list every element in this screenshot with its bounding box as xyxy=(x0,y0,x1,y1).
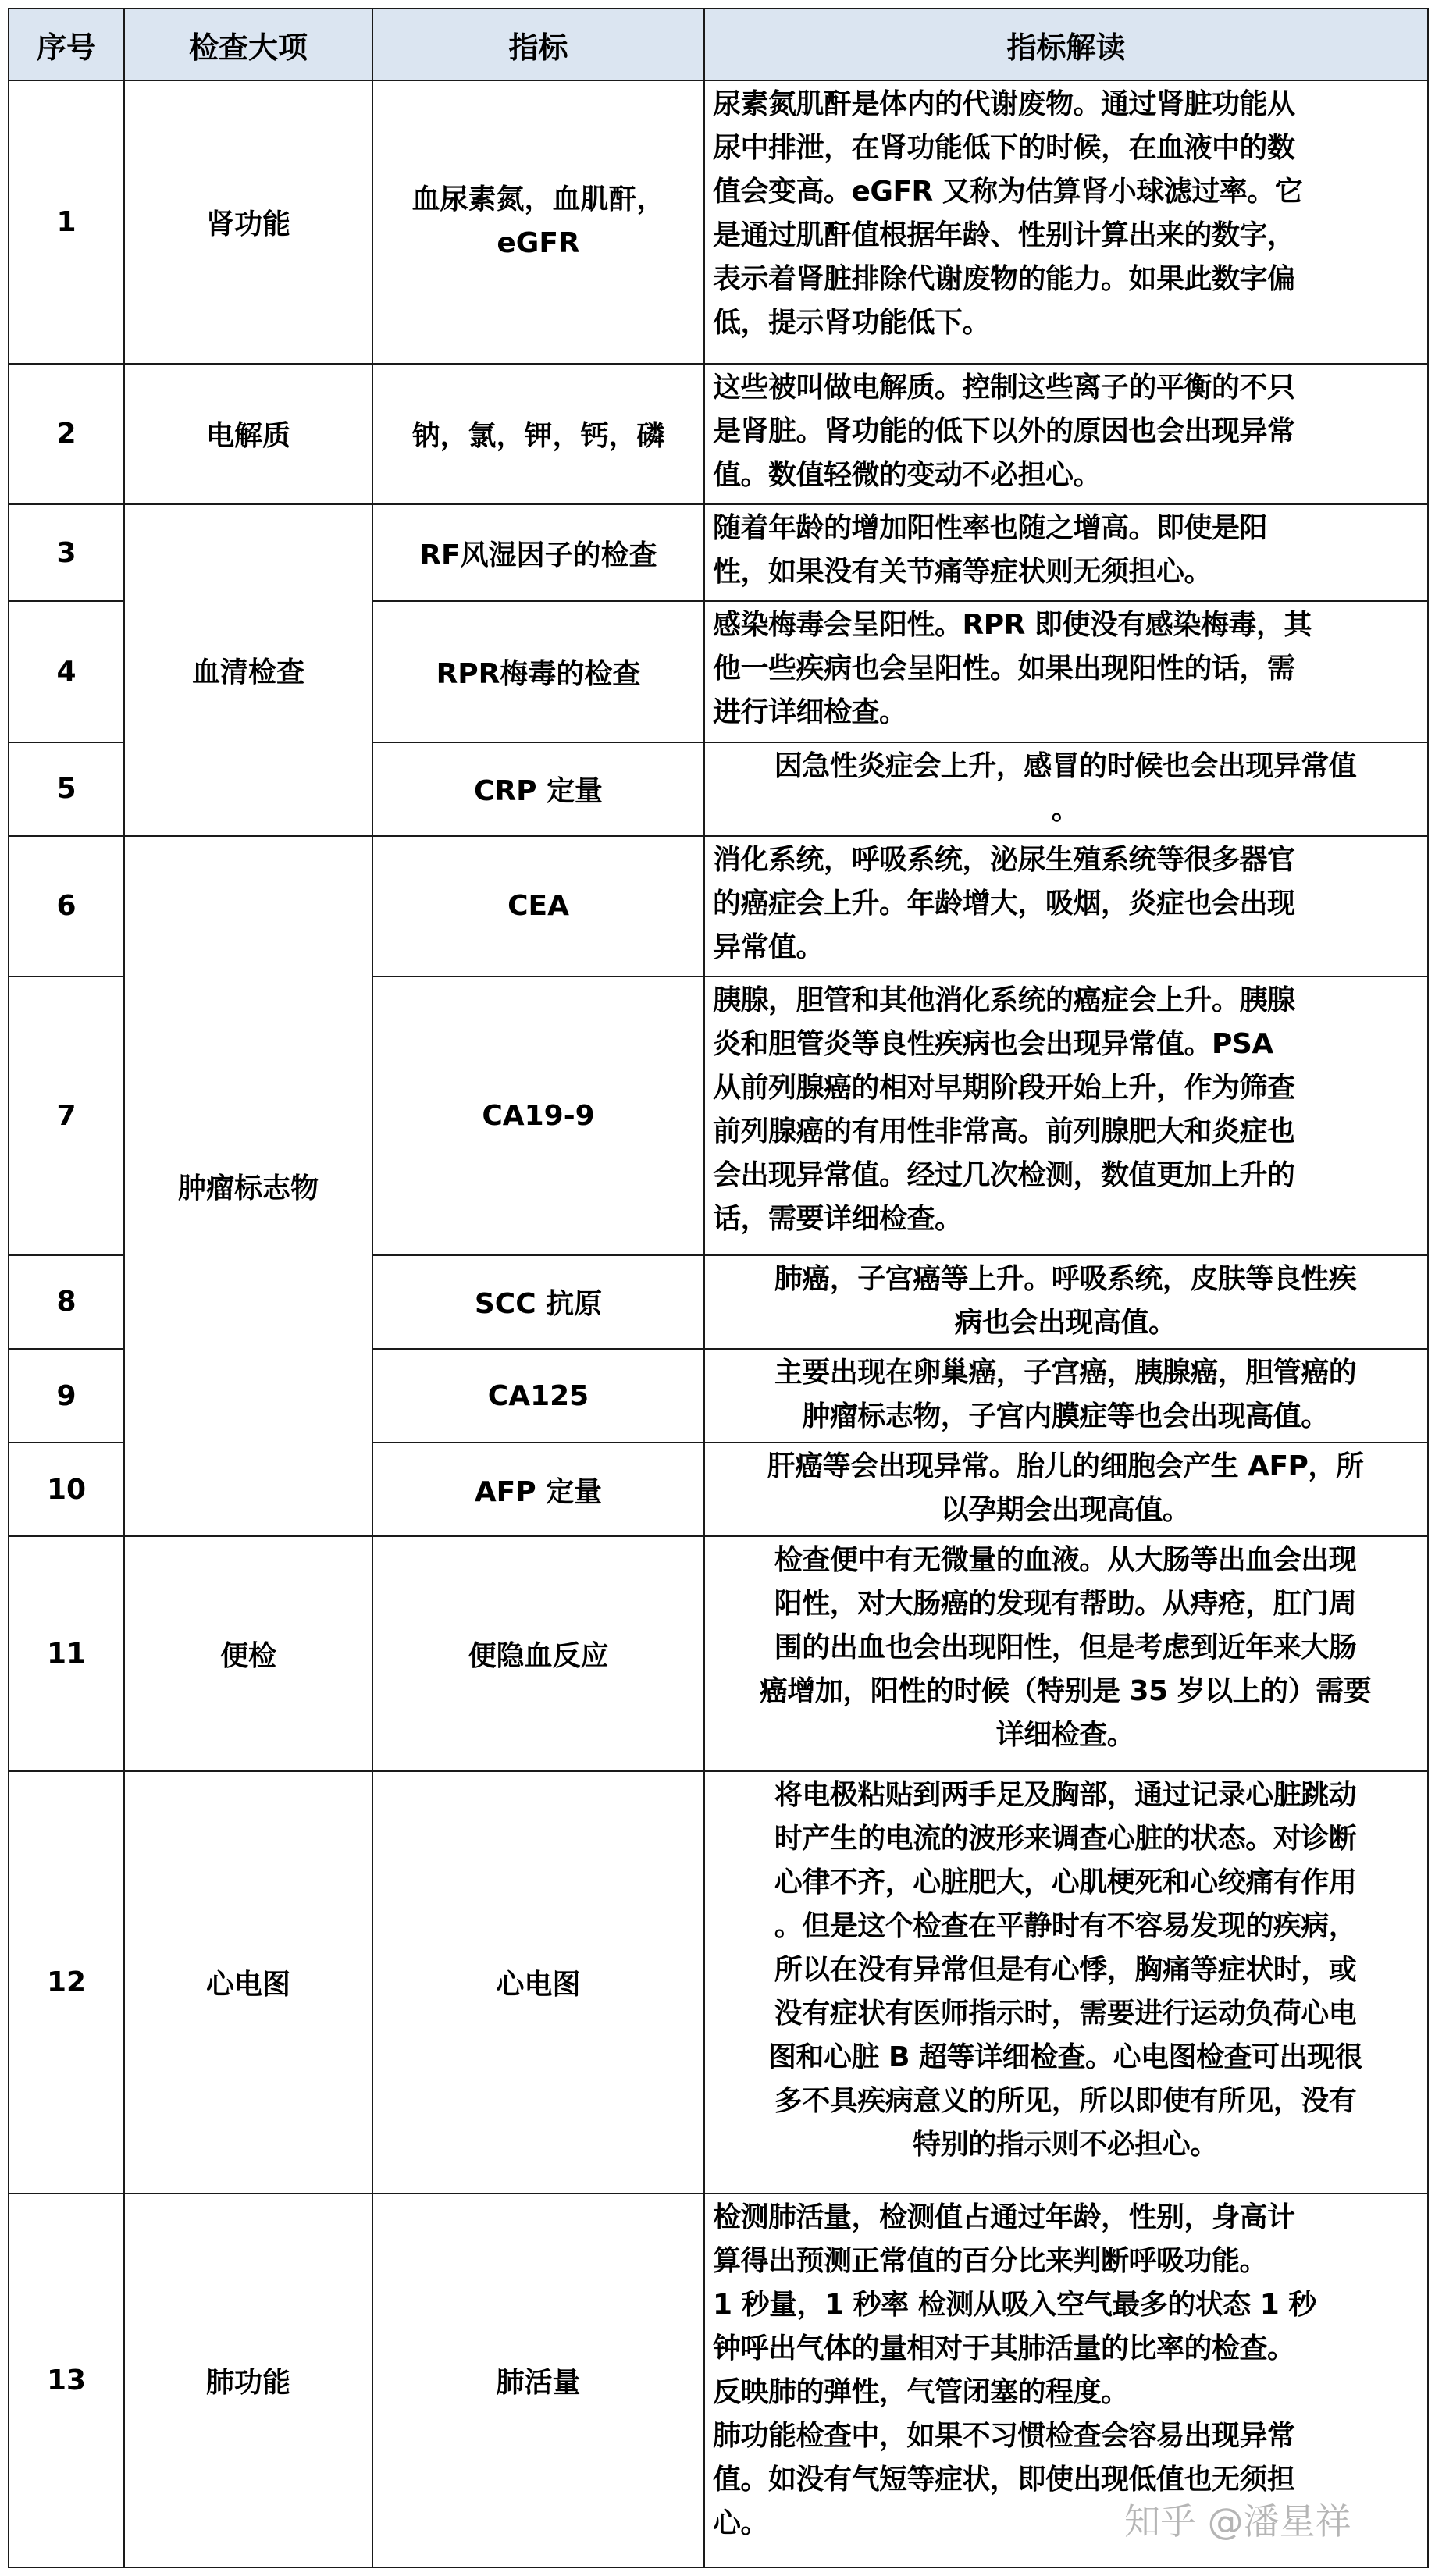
interpretation-line: 检查便中有无微量的血液。从大肠等出血会出现 xyxy=(774,1544,1357,1577)
interpretation-line: 异常值。 xyxy=(713,930,824,963)
indicator-line: RF风湿因子的检查 xyxy=(419,539,657,571)
interpretation-cell xyxy=(704,1349,1428,1443)
row-number: 6 xyxy=(9,836,124,977)
interpretation-line: 主要出现在卵巢癌，子宫癌，胰腺癌，胆管癌的 xyxy=(774,1356,1357,1389)
indicator-cell xyxy=(372,601,704,742)
interpretation-line: 检测肺活量，检测值占通过年龄，性别，身高计 xyxy=(713,2201,1295,2233)
header-no: 序号 xyxy=(9,9,124,80)
interpretation-line: 所以在没有异常但是有心悸，胸痛等症状时，或 xyxy=(774,1953,1357,1986)
indicator-line: SCC 抗原 xyxy=(474,1288,603,1321)
interpretation-line: 会出现异常值。经过几次检测，数值更加上升的 xyxy=(713,1159,1295,1192)
row-number: 4 xyxy=(9,601,124,742)
row-number: 13 xyxy=(9,2194,124,2567)
interpretation-cell xyxy=(704,80,1428,364)
table-row-11 xyxy=(9,1536,1428,1771)
checkup-indicator-table xyxy=(8,8,1429,2568)
interpretation-line: 反映肺的弹性，气管闭塞的程度。 xyxy=(713,2375,1129,2408)
interpretation-line: 低，提示肾功能低下。 xyxy=(713,307,991,339)
interpretation-line: 表示着肾脏排除代谢废物的能力。如果此数字偏 xyxy=(713,263,1295,295)
indicator-cell xyxy=(372,504,704,601)
interpretation-line: 图和心脏 B 超等详细检查。心电图检查可出现很 xyxy=(767,2041,1362,2073)
row-number: 3 xyxy=(9,504,124,601)
interpretation-line: 以孕期会出现高值。 xyxy=(940,1494,1191,1527)
row-number: 12 xyxy=(9,1771,124,2194)
interpretation-cell xyxy=(704,1255,1428,1349)
category-cell: 肾功能 xyxy=(124,80,372,364)
interpretation-line: 算得出预测正常值的百分比来判断呼吸功能。 xyxy=(713,2244,1268,2277)
row-number: 10 xyxy=(9,1443,124,1536)
indicator-cell xyxy=(372,977,704,1255)
header-indicator: 指标 xyxy=(372,9,704,80)
indicator-line: 钠，氯，钾，钙，磷 xyxy=(411,420,665,453)
interpretation-cell xyxy=(704,836,1428,977)
category-cell: 心电图 xyxy=(124,1771,372,2194)
interpretation-line: 。但是这个检查在平静时有不容易发现的疾病， xyxy=(774,1909,1357,1942)
indicator-line: eGFR xyxy=(497,227,580,260)
table-row-12 xyxy=(9,1771,1428,2194)
interpretation-cell xyxy=(704,601,1428,742)
row-number: 2 xyxy=(9,364,124,504)
indicator-cell xyxy=(372,836,704,977)
table-row-1 xyxy=(9,80,1428,364)
row-number: 7 xyxy=(9,977,124,1255)
category-cell: 电解质 xyxy=(124,364,372,504)
indicator-line: CEA xyxy=(507,890,569,923)
interpretation-line: 肺癌，子宫癌等上升。呼吸系统，皮肤等良性疾 xyxy=(774,1262,1357,1295)
interpretation-line: 是通过肌酐值根据年龄、性别计算出来的数字， xyxy=(713,219,1295,251)
indicator-cell xyxy=(372,1536,704,1771)
category-cell: 便检 xyxy=(124,1536,372,1771)
table-row-13 xyxy=(9,2194,1428,2567)
interpretation-line: 尿素氮肌酐是体内的代谢废物。通过肾脏功能从 xyxy=(713,88,1295,120)
interpretation-line: 尿中排泄，在肾功能低下的时候，在血液中的数 xyxy=(713,132,1295,164)
indicator-cell xyxy=(372,1349,704,1443)
table-row-6 xyxy=(9,836,1428,977)
interpretation-line: 肝癌等会出现异常。胎儿的细胞会产生 AFP，所 xyxy=(767,1450,1364,1483)
interpretation-line: 的癌症会上升。年龄增大，吸烟，炎症也会出现 xyxy=(713,887,1295,920)
interpretation-line: 值。数值轻微的变动不必担心。 xyxy=(713,458,1102,491)
interpretation-line: 癌增加，阳性的时候（特别是 35 岁以上的）需要 xyxy=(759,1675,1372,1708)
indicator-line: RPR梅毒的检查 xyxy=(436,657,641,690)
interpretation-line: 他一些疾病也会呈阳性。如果出现阳性的话，需 xyxy=(713,653,1295,685)
indicator-cell xyxy=(372,1443,704,1536)
interpretation-line: 因急性炎症会上升，感冒的时候也会出现异常值 xyxy=(774,749,1357,782)
interpretation-cell xyxy=(704,977,1428,1255)
indicator-cell xyxy=(372,1771,704,2194)
interpretation-line: 心。 xyxy=(713,2507,769,2539)
interpretation-line: 多不具疾病意义的所见，所以即使有所见，没有 xyxy=(774,2084,1357,2117)
interpretation-line: 话，需要详细检查。 xyxy=(713,1203,963,1236)
indicator-cell xyxy=(372,364,704,504)
interpretation-line: 没有症状有医师指示时，需要进行运动负荷心电 xyxy=(774,1997,1357,2030)
indicator-line: CRP 定量 xyxy=(473,775,604,808)
header-interpretation: 指标解读 xyxy=(704,9,1428,80)
interpretation-line: 从前列腺癌的相对早期阶段开始上升，作为筛查 xyxy=(713,1072,1295,1105)
interpretation-line: 进行详细检查。 xyxy=(713,696,907,729)
interpretation-line: 围的出血也会出现阳性，但是考虑到近年来大肠 xyxy=(774,1631,1357,1664)
indicator-cell xyxy=(372,2194,704,2567)
indicator-cell xyxy=(372,1255,704,1349)
table-row-3 xyxy=(9,504,1428,601)
interpretation-line: 感染梅毒会呈阳性。RPR 即使没有感染梅毒，其 xyxy=(713,609,1312,642)
indicator-line: 血尿素氮，血肌酐， xyxy=(411,183,665,216)
interpretation-line: 是肾脏。肾功能的低下以外的原因也会出现异常 xyxy=(713,415,1295,447)
indicator-line: 肺活量 xyxy=(496,2366,581,2399)
indicator-line: 便隐血反应 xyxy=(468,1640,609,1673)
interpretation-line: 时产生的电流的波形来调查心脏的状态。对诊断 xyxy=(774,1822,1357,1855)
category-cell: 肺功能 xyxy=(124,2194,372,2567)
interpretation-line: 特别的指示则不必担心。 xyxy=(913,2128,1218,2161)
interpretation-line: 病也会出现高值。 xyxy=(954,1306,1177,1339)
interpretation-line: 肿瘤标志物，子宫内膜症等也会出现高值。 xyxy=(802,1400,1329,1432)
interpretation-cell xyxy=(704,742,1428,836)
interpretation-line: 肺功能检查中，如果不习惯检查会容易出现异常 xyxy=(713,2419,1295,2452)
indicator-cell xyxy=(372,80,704,364)
table-header-row xyxy=(9,9,1428,80)
header-category: 检查大项 xyxy=(124,9,372,80)
interpretation-line: 消化系统，呼吸系统，泌尿生殖系统等很多器官 xyxy=(713,843,1295,876)
watermark-text: 知乎 @潘星祥 xyxy=(1124,2500,1351,2542)
interpretation-line: 炎和胆管炎等良性疾病也会出现异常值。PSA xyxy=(713,1028,1273,1061)
interpretation-line: 前列腺癌的有用性非常高。前列腺肥大和炎症也 xyxy=(713,1115,1295,1148)
interpretation-line: 值。如没有气短等症状，即使出现低值也无须担 xyxy=(713,2463,1295,2496)
interpretation-cell xyxy=(704,364,1428,504)
interpretation-cell xyxy=(704,504,1428,601)
interpretation-line: 随着年龄的增加阳性率也随之增高。即使是阳 xyxy=(713,512,1268,544)
interpretation-line: 钟呼出气体的量相对于其肺活量的比率的检查。 xyxy=(713,2332,1295,2364)
indicator-cell xyxy=(372,742,704,836)
row-number: 1 xyxy=(9,80,124,364)
indicator-line: AFP 定量 xyxy=(474,1475,603,1508)
row-number: 11 xyxy=(9,1536,124,1771)
indicator-line: 心电图 xyxy=(496,1968,581,2001)
interpretation-cell xyxy=(704,1536,1428,1771)
row-number: 8 xyxy=(9,1255,124,1349)
interpretation-line: 将电极粘贴到两手足及胸部，通过记录心脏跳动 xyxy=(774,1778,1357,1811)
category-cell: 血清检查 xyxy=(124,504,372,836)
interpretation-line: 值会变高。eGFR 又称为估算肾小球滤过率。它 xyxy=(713,176,1303,208)
interpretation-line: 胰腺，胆管和其他消化系统的癌症会上升。胰腺 xyxy=(713,984,1295,1017)
interpretation-line: 性，如果没有关节痛等症状则无须担心。 xyxy=(713,556,1212,588)
table-row-2 xyxy=(9,364,1428,504)
interpretation-line: 这些被叫做电解质。控制这些离子的平衡的不只 xyxy=(713,371,1295,404)
interpretation-line: 详细检查。 xyxy=(995,1719,1135,1752)
interpretation-line: 。 xyxy=(1051,793,1080,826)
interpretation-line: 阳性，对大肠癌的发现有帮助。从痔疮，肛门周 xyxy=(774,1588,1357,1621)
interpretation-cell xyxy=(704,1443,1428,1536)
interpretation-cell xyxy=(704,1771,1428,2194)
row-number: 5 xyxy=(9,742,124,836)
interpretation-cell xyxy=(704,2194,1428,2567)
indicator-line: CA125 xyxy=(487,1379,589,1412)
row-number: 9 xyxy=(9,1349,124,1443)
category-cell: 肿瘤标志物 xyxy=(124,836,372,1537)
interpretation-line: 心律不齐，心脏肥大，心肌梗死和心绞痛有作用 xyxy=(774,1866,1357,1898)
interpretation-line: 1 秒量，1 秒率 检测从吸入空气最多的状态 1 秒 xyxy=(713,2288,1316,2321)
indicator-line: CA19-9 xyxy=(482,1099,595,1132)
